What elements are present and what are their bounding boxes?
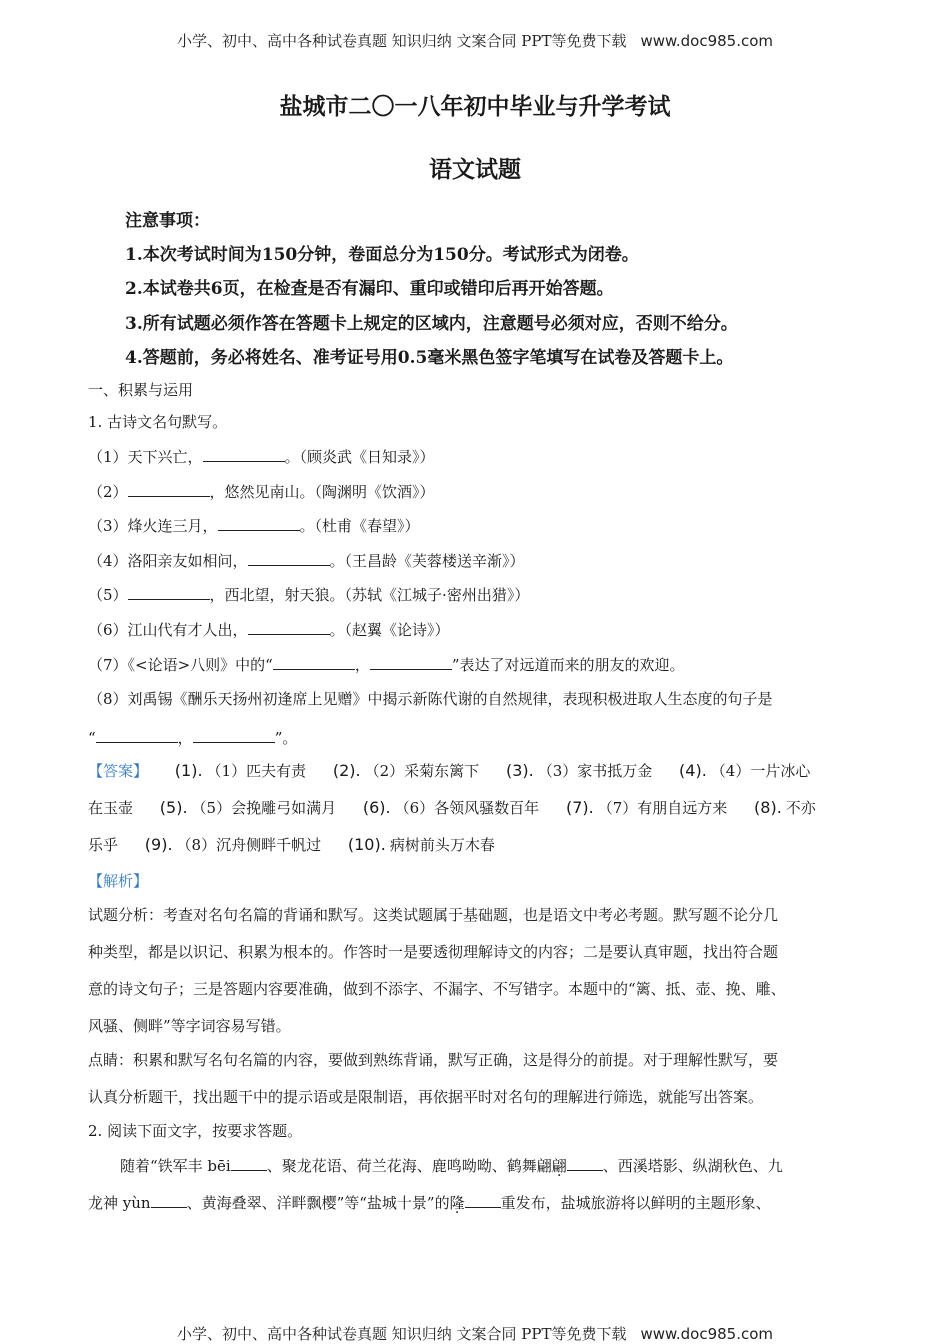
exam-subtitle: 语文试题 xyxy=(429,156,521,183)
emphasis-char: 隆 xyxy=(449,1194,465,1212)
answer-blank xyxy=(96,728,178,743)
answer-line-3: 乐乎 (9). （8）沉舟侧畔千帆过 (10). 病树前头万木春 xyxy=(88,835,495,854)
q1-item-3: （3）烽火连三月， 。（杜甫《春望》） xyxy=(88,517,420,535)
notice-heading: 注意事项： xyxy=(125,211,210,231)
answer-blank xyxy=(193,728,275,743)
exam-title: 盐城市二〇一八年初中毕业与升学考试 xyxy=(279,93,671,120)
analysis-line: 意的诗文句子；三是答题内容要准确，做到不添字、不漏字、不写错字。本题中的“篱、抵、壶、挽、雕、 xyxy=(88,980,786,998)
answer-blank xyxy=(567,1158,603,1171)
answer-blank xyxy=(218,516,300,531)
q1-item-7: （7）《<论语>八则》中的“ ， ”表达了对远道而来的朋友的欢迎。 xyxy=(88,656,685,674)
notice-item: 4.答题前，务必将姓名、准考证号用0.5毫米黑色签字笔填写在试卷及答题卡上。 xyxy=(125,348,734,368)
q1-item-8-cont: “ ， ”。 xyxy=(88,729,298,747)
answer-blank xyxy=(273,655,355,670)
notice-item: 1.本次考试时间为150分钟，卷面总分为150分。考试形式为闭卷。 xyxy=(125,245,639,265)
footer-url[interactable]: www.doc985.com xyxy=(640,1325,774,1343)
answer-blank xyxy=(248,551,330,566)
answer-line-1: 【答案】 (1). （1）匹夫有责 (2). （2）采菊东篱下 (3). （3）家书抵万金 (4). （4）一片冰心 xyxy=(88,761,811,780)
footer-text: 小学、初中、高中各种试卷真题 知识归纳 文案合同 PPT等免费下载 xyxy=(176,1325,627,1343)
analysis-line: 风骚、侧畔”等字词容易写错。 xyxy=(88,1017,291,1035)
header-url[interactable]: www.doc985.com xyxy=(640,32,774,50)
analysis-line: 点睛：积累和默写名句名篇的内容，要做到熟练背诵，默写正确，这是得分的前提。对于理解性默写，要 xyxy=(88,1051,779,1069)
analysis-line: 认真分析题干，找出题干中的提示语或是限制语，再依据平时对名句的理解进行筛选，就能写出答案。 xyxy=(88,1088,764,1106)
q1-item-5: （5） ，西北望，射天狼。（苏轼《江城子·密州出猎》） xyxy=(88,586,530,604)
analysis-line: 种类型，都是以识记、积累为根本的。作答时一是要透彻理解诗文的内容；二是要认真审题，找出符合题 xyxy=(88,943,779,961)
answer-blank xyxy=(370,655,452,670)
answer-label: 【答案】 xyxy=(88,762,149,780)
answer-blank xyxy=(248,620,330,635)
question-2-stem: 2. 阅读下面文字，按要求答题。 xyxy=(88,1122,303,1140)
q1-item-6: （6）江山代有才人出， 。（赵翼《论诗》） xyxy=(88,621,450,639)
answer-blank xyxy=(203,447,285,462)
q1-item-1: （1）天下兴亡， 。（顾炎武《日知录》） xyxy=(88,448,435,466)
page-header xyxy=(0,30,950,51)
analysis-line: 试题分析：考查对名句名篇的背诵和默写。这类试题属于基础题，也是语文中考必考题。默写题不论分几 xyxy=(88,906,779,924)
emphasis-char: 翩 xyxy=(551,1157,567,1175)
answer-blank xyxy=(465,1195,501,1208)
analysis-label: 【解析】 xyxy=(88,872,149,890)
answer-blank xyxy=(128,482,210,497)
q1-item-4: （4）洛阳亲友如相问， 。（王昌龄《芙蓉楼送辛渐》） xyxy=(88,552,525,570)
answer-line-2: 在玉壶 (5). （5）会挽雕弓如满月 (6). （6）各领风骚数百年 (7). （7）有朋自远方来 (8). 不亦 xyxy=(88,798,816,817)
page-footer xyxy=(0,1323,950,1344)
answer-blank xyxy=(231,1158,267,1171)
notice-item: 3.所有试题必须作答在答题卡上规定的区域内，注意题号必须对应，否则不给分。 xyxy=(125,314,738,334)
header-text: 小学、初中、高中各种试卷真题 知识归纳 文案合同 PPT等免费下载 xyxy=(176,32,627,50)
question-1-stem: 1. 古诗文名句默写。 xyxy=(88,413,228,431)
notice-item: 2.本试卷共6页，在检查是否有漏印、重印或错印后再开始答题。 xyxy=(125,279,614,299)
q2-passage-line-2: 龙神 yùn 、黄海叠翠、洋畔飘樱”等“盐城十景”的隆 重发布，盐城旅游将以鲜明的主题形象、 xyxy=(88,1194,771,1212)
answer-blank xyxy=(151,1195,187,1208)
q1-item-8: （8）刘禹锡《酬乐天扬州初逢席上见赠》中揭示新陈代谢的自然规律，表现积极进取人生态度的句子是 xyxy=(88,690,773,708)
answer-blank xyxy=(128,585,210,600)
q2-passage-line-1: 随着“铁军丰 bēi 、聚龙花语、荷兰花海、鹿鸣呦呦、鹤舞翩翩 、西溪塔影、纵湖秋色、九 xyxy=(120,1157,783,1175)
q1-item-2: （2） ，悠然见南山。（陶渊明《饮酒》） xyxy=(88,483,435,501)
section-heading: 一、积累与运用 xyxy=(88,381,194,399)
